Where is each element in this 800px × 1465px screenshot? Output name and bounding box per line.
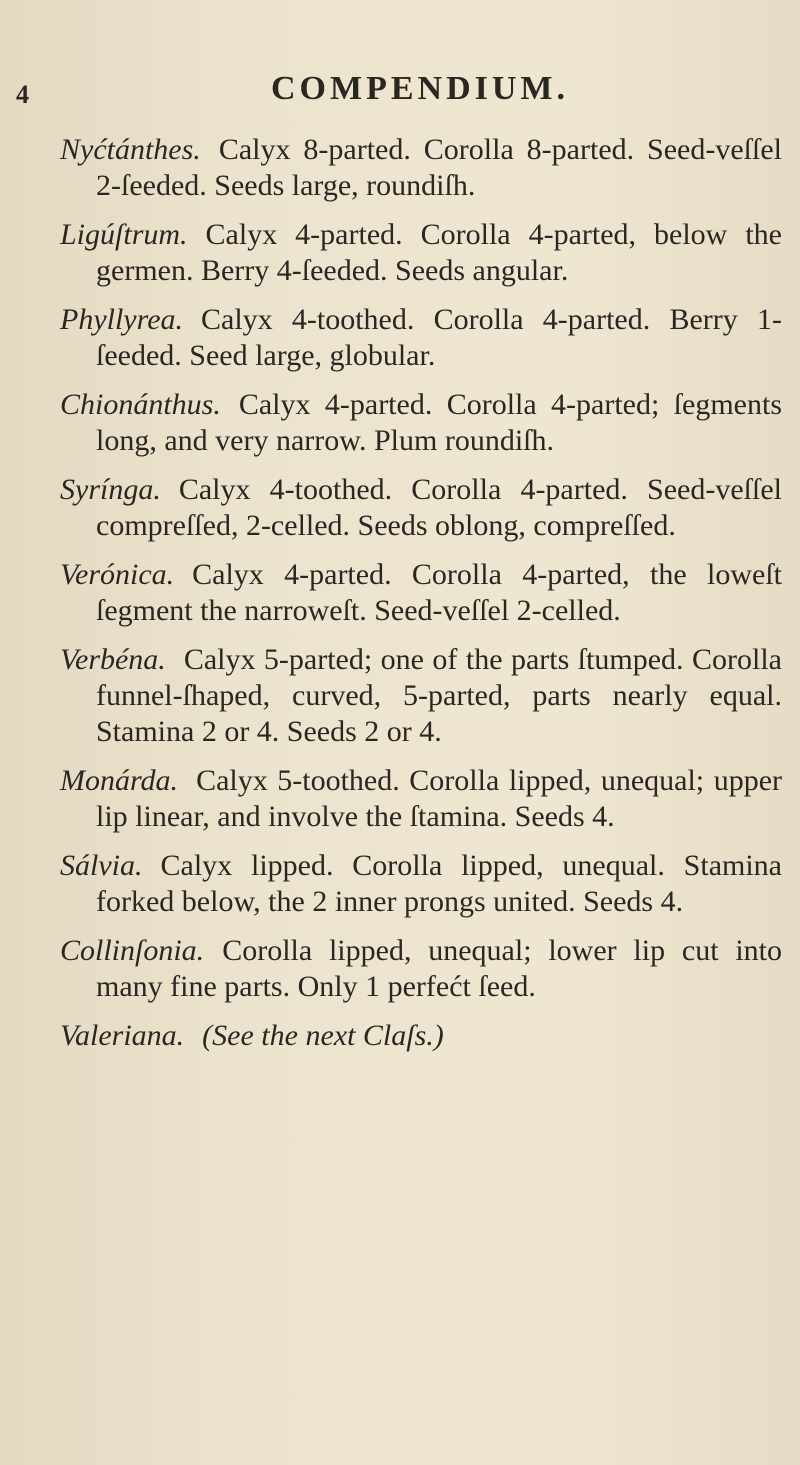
- genus-description: Corolla lipped, unequal; lower lip cut into many fine parts. Only 1 perfećt ſeed.: [96, 934, 782, 1003]
- entry-ligustrum: [60, 217, 782, 289]
- entry-nyctanthes: [60, 132, 782, 204]
- genus-description: (See the next Claſs.): [202, 1019, 444, 1052]
- entry-valeriana: [60, 1018, 782, 1054]
- genus-description: Calyx 4-parted. Corolla 4-parted, the loweſt ſegment the narroweſt. Seed-veſſel 2-celled.: [96, 558, 782, 627]
- entry-syringa: [60, 472, 782, 544]
- entry-salvia: [60, 848, 782, 920]
- genus-name: Ligúſtrum.: [60, 218, 188, 251]
- genus-description: Calyx 5-toothed. Corolla lipped, unequal; upper lip linear, and involve the ſtamina. Seeds 4.: [96, 764, 782, 833]
- genus-description: Calyx 5-parted; one of the parts ſtumped. Corolla funnel-ſhaped, curved, 5-parted, parts nearly equal. Stamina 2 or 4. Seeds 2 or 4.: [96, 643, 782, 748]
- running-header: COMPENDIUM.: [270, 70, 570, 107]
- genus-description: Calyx 4-parted. Corolla 4-parted; ſegments long, and very narrow. Plum roundiſh.: [96, 388, 782, 457]
- genus-entries: [60, 132, 782, 1067]
- genus-name: Syrínga.: [60, 473, 161, 506]
- genus-description: Calyx lipped. Corolla lipped, unequal. Stamina forked below, the 2 inner prongs united. Seeds 4.: [96, 849, 782, 918]
- genus-name: Phyllyrea.: [60, 303, 184, 336]
- genus-name: Sálvia.: [60, 849, 143, 882]
- genus-name: Nyćtánthes.: [60, 133, 201, 166]
- genus-description: Calyx 8-parted. Corolla 8-parted. Seed-veſſel 2-ſeeded. Seeds large, roundiſh.: [96, 133, 782, 202]
- genus-description: Calyx 4-toothed. Corolla 4-parted. Berry 1-ſeeded. Seed large, globular.: [96, 303, 782, 372]
- genus-name: Valeriana.: [60, 1019, 185, 1052]
- entry-chionanthus: [60, 387, 782, 459]
- entry-monarda: [60, 763, 782, 835]
- entry-verbena: [60, 642, 782, 750]
- genus-name: Verbéna.: [60, 643, 166, 676]
- genus-name: Chionánthus.: [60, 388, 221, 421]
- genus-name: Collinſonia.: [60, 934, 205, 967]
- page-number: 4: [16, 80, 29, 109]
- genus-name: Verónica.: [60, 558, 175, 591]
- genus-description: Calyx 4-parted. Corolla 4-parted, below the germen. Berry 4-ſeeded. Seeds angular.: [96, 218, 782, 287]
- genus-description: Calyx 4-toothed. Corolla 4-parted. Seed-veſſel compreſſed, 2-celled. Seeds oblong, compreſſed.: [96, 473, 782, 542]
- entry-collinsonia: [60, 933, 782, 1005]
- entry-phyllyrea: [60, 302, 782, 374]
- genus-name: Monárda.: [60, 764, 179, 797]
- entry-veronica: [60, 557, 782, 629]
